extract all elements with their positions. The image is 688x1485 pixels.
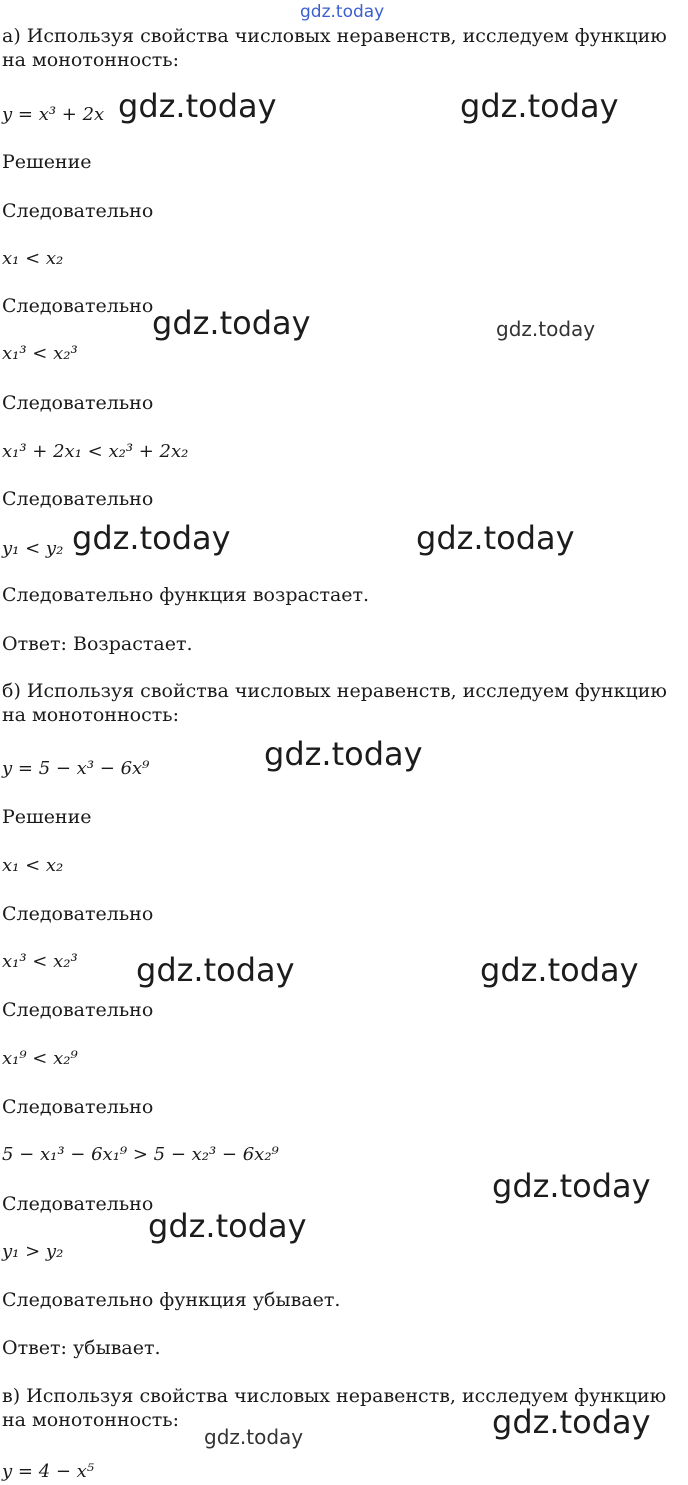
part-b-intro: б) Используя свойства числовых неравенств, исследуем функцию на монотонность:: [2, 680, 667, 726]
part-b-step: Следовательно: [2, 1096, 154, 1118]
watermark: gdz.today: [136, 951, 295, 989]
watermark: gdz.today: [460, 87, 619, 125]
part-b-answer: Ответ: убывает.: [2, 1337, 161, 1359]
part-a-step: x₁³ + 2x₁ < x₂³ + 2x₂: [2, 441, 189, 462]
watermark: gdz.today: [152, 304, 311, 342]
part-b-step: Следовательно: [2, 1193, 154, 1215]
part-b-solution-label: Решение: [2, 806, 92, 828]
part-b-step: y₁ > y₂: [2, 1241, 64, 1262]
part-a-step: x₁³ < x₂³: [2, 343, 78, 364]
part-b-step: x₁⁹ < x₂⁹: [2, 1048, 78, 1069]
part-b-step: x₁ < x₂: [2, 855, 64, 876]
part-a-step: Следовательно: [2, 295, 154, 317]
part-b-function: y = 5 − x³ − 6x⁹: [2, 758, 150, 779]
watermark: gdz.today: [148, 1207, 307, 1245]
watermark: gdz.today: [480, 951, 639, 989]
part-a-conclusion: Следовательно функция возрастает.: [2, 584, 370, 606]
part-a-intro: а) Используя свойства числовых неравенств, исследуем функцию на монотонность:: [2, 25, 667, 71]
watermark: gdz.today: [492, 1167, 651, 1205]
part-a-solution-label: Решение: [2, 151, 92, 173]
watermark-top: gdz.today: [300, 2, 385, 22]
part-a-step: x₁ < x₂: [2, 248, 64, 269]
part-a-step: Следовательно: [2, 488, 154, 510]
watermark: gdz.today: [416, 519, 575, 557]
part-b-step: x₁³ < x₂³: [2, 951, 78, 972]
watermark: gdz.today: [204, 1425, 304, 1449]
part-a-answer: Ответ: Возрастает.: [2, 633, 193, 655]
watermark: gdz.today: [496, 317, 596, 341]
part-c-function: y = 4 − x⁵: [2, 1461, 95, 1482]
part-a-function: y = x³ + 2x: [2, 104, 105, 125]
part-b-step: 5 − x₁³ − 6x₁⁹ > 5 − x₂³ − 6x₂⁹: [2, 1144, 279, 1165]
part-b-conclusion: Следовательно функция убывает.: [2, 1289, 341, 1311]
part-a-step: Следовательно: [2, 200, 154, 222]
part-a-step: y₁ < y₂: [2, 538, 64, 559]
watermark: gdz.today: [72, 519, 231, 557]
part-b-step: Следовательно: [2, 999, 154, 1021]
watermark: gdz.today: [492, 1403, 651, 1441]
watermark: gdz.today: [264, 735, 423, 773]
watermark: gdz.today: [118, 87, 277, 125]
part-b-step: Следовательно: [2, 903, 154, 925]
part-c-intro: в) Используя свойства числовых неравенств, исследуем функцию на монотонность:: [2, 1385, 667, 1431]
part-a-step: Следовательно: [2, 392, 154, 414]
